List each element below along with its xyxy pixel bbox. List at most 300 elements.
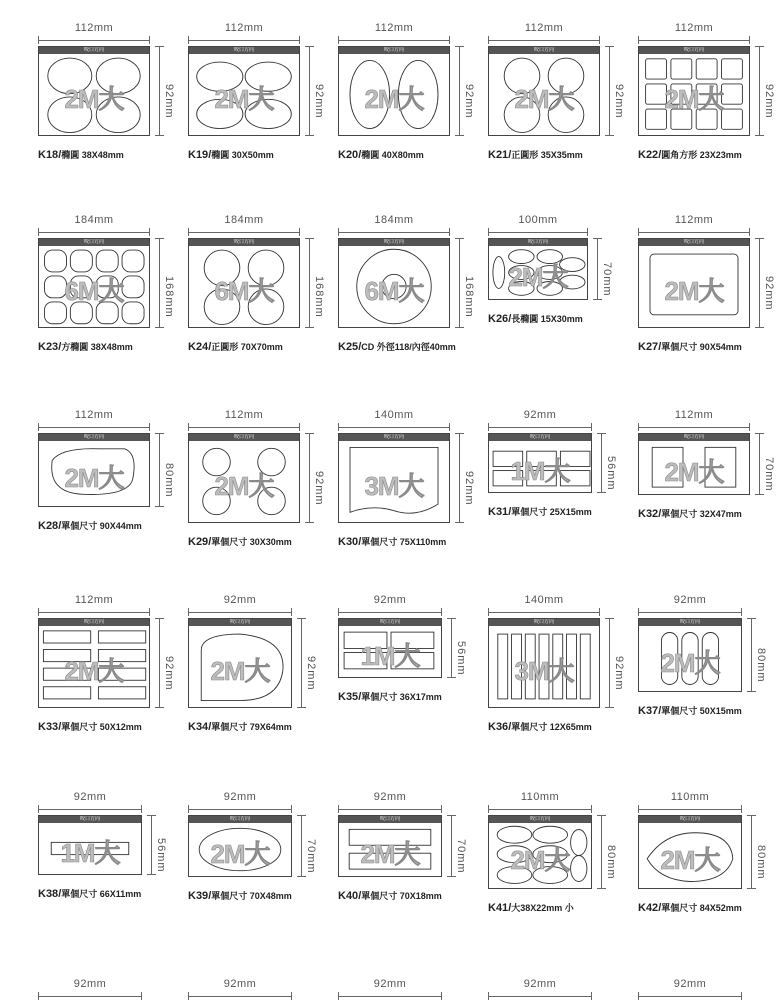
template-description: 大38X22mm 小 — [511, 903, 574, 913]
template-description: 長橢圓 15X30mm — [511, 314, 583, 324]
bite-direction-bar: 咬口方向 — [639, 239, 749, 246]
width-label: 112mm — [224, 409, 264, 421]
cut-shape — [493, 471, 523, 486]
height-dimension — [159, 618, 174, 708]
cut-shape — [548, 97, 584, 133]
template-k31[interactable] — [488, 405, 638, 585]
cut-shape — [122, 276, 144, 298]
template-caption — [638, 340, 742, 353]
caption-separator: / — [208, 721, 212, 733]
height-label: 92mm — [613, 84, 625, 119]
template-code: K26 — [488, 313, 509, 325]
template-caption — [488, 148, 583, 161]
sheet-outline — [338, 46, 450, 136]
width-label: 92mm — [373, 594, 407, 606]
template-description: 單個尺寸 25X15mm — [511, 507, 592, 517]
sheet-outline — [488, 618, 600, 708]
cut-layout — [639, 441, 749, 494]
template-description: 單個尺寸 36X17mm — [361, 692, 442, 702]
template-k19[interactable] — [188, 18, 338, 198]
width-dimension — [188, 405, 300, 428]
cut-shape — [537, 266, 562, 280]
height-dimension — [759, 46, 774, 136]
height-dimension — [159, 433, 174, 507]
cut-shape — [349, 853, 431, 869]
template-description: 單個尺寸 50X15mm — [661, 706, 742, 716]
template-k36[interactable] — [488, 590, 638, 770]
width-dimension — [338, 787, 442, 810]
template-description: 橢圓 30X50mm — [211, 150, 274, 160]
cut-shape — [391, 632, 434, 648]
sheet-outline — [338, 618, 442, 678]
cut-shape — [45, 276, 67, 298]
width-dimension — [38, 18, 150, 41]
width-dimension — [38, 405, 150, 428]
template-k21[interactable] — [488, 18, 638, 198]
height-dimension — [309, 238, 324, 328]
height-dimension — [459, 238, 474, 328]
template-caption — [338, 340, 456, 353]
bite-direction-bar: 咬口方向 — [639, 816, 741, 823]
template-description: 單個尺寸 32X47mm — [661, 509, 742, 519]
cut-shape — [696, 59, 717, 79]
height-dimension — [609, 46, 624, 136]
template-description: 單個尺寸 90X54mm — [661, 342, 742, 352]
height-dimension — [601, 433, 616, 493]
cut-shape — [43, 649, 90, 661]
sheet-outline — [488, 238, 588, 300]
cut-shape — [96, 302, 118, 324]
width-dimension — [38, 787, 142, 810]
height-label: 92mm — [763, 84, 775, 119]
size-watermark: 1M大 — [360, 640, 420, 671]
size-watermark: 2M大 — [64, 462, 124, 493]
sheet-outline — [488, 46, 600, 136]
cut-shape — [43, 631, 90, 643]
width-label: 112mm — [374, 22, 414, 34]
cut-layout — [39, 441, 149, 506]
template-k26[interactable] — [488, 210, 638, 390]
template-code: K30 — [338, 536, 359, 548]
height-label: 92mm — [763, 276, 775, 311]
bite-direction-bar: 咬口方向 — [639, 47, 749, 54]
bite-direction-bar: 咬口方向 — [39, 619, 149, 626]
template-code: K22 — [638, 149, 659, 161]
cut-layout — [189, 626, 291, 707]
width-label: 110mm — [520, 791, 560, 803]
height-dimension — [759, 238, 774, 328]
height-label: 92mm — [305, 656, 317, 691]
template-code: K23 — [38, 341, 59, 353]
size-watermark: 2M大 — [510, 844, 570, 875]
cut-shape — [204, 250, 240, 286]
sheet-outline — [38, 618, 150, 708]
size-watermark: 2M大 — [210, 655, 270, 686]
cut-shape — [52, 449, 134, 495]
width-label: 112mm — [224, 22, 264, 34]
cut-layout — [189, 246, 299, 327]
sheet-outline — [188, 433, 300, 523]
bite-direction-bar: 咬口方向 — [189, 47, 299, 54]
width-label: 92mm — [673, 978, 707, 990]
caption-separator: / — [58, 721, 62, 733]
cut-shape — [382, 274, 406, 298]
width-dimension — [38, 590, 150, 613]
width-dimension — [488, 787, 592, 810]
height-label: 80mm — [163, 463, 175, 498]
template-code: K40 — [338, 890, 359, 902]
sheet-outline — [338, 815, 442, 877]
template-caption — [38, 340, 133, 353]
cut-shape — [696, 109, 717, 129]
cut-shape — [493, 257, 505, 289]
width-dimension — [188, 590, 292, 613]
width-dimension — [38, 210, 150, 233]
cut-layout — [339, 823, 441, 876]
size-watermark: 2M大 — [660, 844, 720, 875]
cut-shape — [344, 653, 387, 669]
caption-separator: / — [358, 890, 362, 902]
cut-shape — [245, 99, 291, 128]
cut-shape — [96, 58, 140, 94]
cut-layout — [489, 246, 587, 299]
width-label: 92mm — [223, 791, 257, 803]
cut-shape — [571, 830, 587, 856]
height-label: 56mm — [155, 838, 167, 873]
caption-separator: / — [508, 149, 512, 161]
cut-shape — [533, 846, 568, 863]
height-label: 70mm — [455, 839, 467, 874]
template-code: K37 — [638, 705, 659, 717]
template-description: 正圓形 70X70mm — [211, 342, 283, 352]
bite-direction-bar: 咬口方向 — [639, 434, 749, 441]
template-k42[interactable] — [638, 787, 780, 967]
sheet-outline — [188, 46, 300, 136]
template-k33[interactable] — [38, 590, 188, 770]
size-watermark: 3M大 — [364, 470, 424, 501]
template-description: 單個尺寸 30X30mm — [211, 537, 292, 547]
width-label: 92mm — [373, 791, 407, 803]
template-description: 圓角方形 23X23mm — [661, 150, 742, 160]
height-label: 168mm — [163, 276, 175, 318]
cut-shape — [497, 867, 532, 884]
template-caption — [338, 148, 424, 161]
template-description: 單個尺寸 70X18mm — [361, 891, 442, 901]
cut-layout — [189, 441, 299, 522]
cut-layout — [489, 441, 591, 492]
width-dimension — [488, 405, 592, 428]
height-label: 56mm — [455, 641, 467, 676]
bite-direction-bar: 咬口方向 — [39, 239, 149, 246]
template-code: K41 — [488, 902, 509, 914]
cut-layout — [489, 823, 591, 888]
cut-shape — [122, 250, 144, 272]
caption-separator: / — [58, 888, 62, 900]
cut-layout — [489, 626, 599, 707]
cut-shape — [493, 451, 523, 466]
template-caption — [638, 901, 742, 914]
height-dimension — [301, 815, 316, 877]
template-code: K35 — [338, 691, 359, 703]
cut-shape — [248, 250, 284, 286]
height-label: 92mm — [313, 471, 325, 506]
bite-direction-bar: 咬口方向 — [639, 619, 741, 626]
template-code: K18 — [38, 149, 59, 161]
template-caption — [638, 507, 742, 520]
template-code: K36 — [488, 721, 509, 733]
cut-shape — [96, 250, 118, 272]
template-k37[interactable] — [638, 590, 780, 770]
bite-direction-bar: 咬口方向 — [489, 239, 587, 246]
sheet-outline — [638, 815, 742, 889]
cut-shape — [122, 302, 144, 324]
template-description: 單個尺寸 66X11mm — [61, 889, 142, 899]
template-k40[interactable] — [338, 787, 488, 967]
width-label: 110mm — [670, 791, 710, 803]
caption-separator: / — [508, 506, 512, 518]
width-label: 184mm — [374, 214, 414, 226]
template-caption — [488, 312, 583, 325]
caption-separator: / — [658, 902, 662, 914]
template-code: K19 — [188, 149, 209, 161]
size-watermark: 1M大 — [60, 837, 120, 868]
template-k34[interactable] — [188, 590, 338, 770]
height-dimension — [459, 46, 474, 136]
template-k20[interactable] — [338, 18, 488, 198]
template-k27[interactable] — [638, 210, 780, 390]
caption-separator: / — [358, 691, 362, 703]
cut-shape — [43, 668, 90, 680]
template-caption — [338, 690, 442, 703]
template-code: K31 — [488, 506, 509, 518]
cut-layout — [489, 54, 599, 135]
height-label: 92mm — [463, 84, 475, 119]
height-dimension — [751, 815, 766, 889]
template-k29[interactable] — [188, 405, 338, 585]
height-label: 70mm — [763, 457, 775, 492]
width-label: 112mm — [674, 214, 714, 226]
cut-shape — [70, 276, 92, 298]
template-description: 單個尺寸 90X44mm — [61, 521, 142, 531]
width-dimension — [338, 405, 450, 428]
width-label: 112mm — [674, 409, 714, 421]
height-label: 56mm — [605, 456, 617, 491]
template-caption — [188, 535, 292, 548]
cut-shape — [350, 60, 390, 128]
height-label: 92mm — [163, 84, 175, 119]
height-label: 92mm — [313, 84, 325, 119]
cut-shape — [98, 668, 145, 680]
cut-shape — [197, 62, 243, 91]
cut-layout — [339, 246, 449, 327]
width-label: 112mm — [524, 22, 564, 34]
template-description: 單個尺寸 12X65mm — [511, 722, 592, 732]
cut-shape — [671, 59, 692, 79]
size-watermark: 6M大 — [364, 275, 424, 306]
bottom-width-dimension — [338, 974, 442, 997]
width-dimension — [638, 18, 750, 41]
template-k39[interactable] — [188, 787, 338, 967]
caption-separator: / — [208, 890, 212, 902]
cut-shape — [509, 250, 534, 264]
cut-shape — [722, 109, 743, 129]
template-description: 單個尺寸 50X12mm — [61, 722, 142, 732]
bite-direction-bar: 咬口方向 — [489, 434, 591, 441]
template-k25[interactable] — [338, 210, 488, 390]
cut-shape — [647, 833, 733, 882]
cut-shape — [45, 302, 67, 324]
template-description: 方橢圓 38X48mm — [61, 342, 133, 352]
height-dimension — [759, 433, 774, 495]
size-watermark: 2M大 — [210, 838, 270, 869]
cut-shape — [197, 99, 243, 128]
bottom-width-dimension — [188, 974, 292, 997]
height-dimension — [597, 238, 612, 300]
cut-shape — [512, 634, 522, 699]
template-k22[interactable] — [638, 18, 780, 198]
cut-shape — [722, 84, 743, 104]
template-code: K20 — [338, 149, 359, 161]
template-k38[interactable] — [38, 787, 188, 967]
template-code: K38 — [38, 888, 59, 900]
cut-shape — [43, 687, 90, 699]
size-watermark: 2M大 — [514, 83, 574, 114]
height-dimension — [159, 238, 174, 328]
width-label: 92mm — [373, 978, 407, 990]
template-k23[interactable] — [38, 210, 188, 390]
template-k32[interactable] — [638, 405, 780, 585]
width-label: 140mm — [524, 594, 564, 606]
caption-separator: / — [658, 149, 662, 161]
height-dimension — [451, 815, 466, 877]
height-dimension — [159, 46, 174, 136]
template-caption — [638, 704, 742, 717]
width-label: 112mm — [74, 594, 114, 606]
caption-separator: / — [358, 536, 362, 548]
template-caption — [338, 535, 446, 548]
cut-shape — [498, 634, 508, 699]
width-label: 140mm — [374, 409, 414, 421]
size-watermark: 6M大 — [64, 275, 124, 306]
cut-shape — [51, 842, 129, 854]
cut-shape — [525, 634, 535, 699]
template-k30[interactable] — [338, 405, 488, 585]
bite-direction-bar: 咬口方向 — [339, 434, 449, 441]
cut-shape — [497, 826, 532, 843]
cut-shape — [696, 84, 717, 104]
caption-separator: / — [208, 341, 212, 353]
template-caption — [38, 720, 142, 733]
cut-shape — [48, 97, 92, 133]
cut-shape — [537, 282, 562, 296]
cut-shape — [344, 632, 387, 648]
cut-shape — [398, 60, 438, 128]
template-caption — [38, 148, 124, 161]
cut-shape — [203, 487, 231, 515]
template-k41[interactable] — [488, 787, 638, 967]
template-caption — [488, 505, 592, 518]
caption-separator: / — [208, 536, 212, 548]
width-label: 112mm — [74, 22, 114, 34]
cut-shape — [258, 487, 286, 515]
template-k24[interactable] — [188, 210, 338, 390]
cut-layout — [39, 246, 149, 327]
caption-separator: / — [358, 149, 362, 161]
width-dimension — [638, 405, 750, 428]
height-label: 168mm — [463, 276, 475, 318]
cut-shape — [391, 653, 434, 669]
cut-layout — [339, 54, 449, 135]
cut-shape — [533, 867, 568, 884]
size-watermark: 2M大 — [664, 83, 724, 114]
template-description: 單個尺寸 70X48mm — [211, 891, 292, 901]
template-caption — [188, 148, 274, 161]
size-watermark: 3M大 — [514, 655, 574, 686]
cut-layout — [189, 54, 299, 135]
bite-direction-bar: 咬口方向 — [489, 619, 599, 626]
template-caption — [188, 889, 292, 902]
caption-separator: / — [658, 341, 662, 353]
template-k28[interactable] — [38, 405, 188, 585]
template-code: K25 — [338, 341, 359, 353]
cut-shape — [571, 856, 587, 882]
template-caption — [488, 720, 592, 733]
bite-direction-bar: 咬口方向 — [39, 816, 141, 823]
cut-layout — [339, 626, 441, 677]
cut-shape — [349, 829, 431, 845]
width-label: 92mm — [673, 594, 707, 606]
template-k18[interactable] — [38, 18, 188, 198]
sheet-outline — [38, 238, 150, 328]
template-caption — [488, 901, 574, 914]
cut-shape — [509, 266, 534, 280]
bite-direction-bar: 咬口方向 — [189, 619, 291, 626]
cut-shape — [567, 634, 577, 699]
height-label: 70mm — [305, 839, 317, 874]
bite-direction-bar: 咬口方向 — [39, 434, 149, 441]
cut-shape — [201, 634, 283, 700]
sheet-outline — [488, 815, 592, 889]
sheet-outline — [638, 618, 742, 692]
height-label: 70mm — [601, 262, 613, 297]
height-label: 92mm — [613, 656, 625, 691]
cut-shape — [203, 448, 231, 476]
cut-shape — [96, 276, 118, 298]
bite-direction-bar: 咬口方向 — [339, 619, 441, 626]
cut-shape — [671, 84, 692, 104]
height-dimension — [459, 433, 474, 523]
size-watermark: 2M大 — [660, 647, 720, 678]
template-k35[interactable] — [338, 590, 488, 770]
template-description: 橢圓 38X48mm — [61, 150, 124, 160]
template-code: K21 — [488, 149, 509, 161]
caption-separator: / — [508, 313, 512, 325]
width-dimension — [638, 787, 742, 810]
height-dimension — [451, 618, 466, 678]
cut-shape — [45, 250, 67, 272]
cut-shape — [504, 58, 540, 94]
height-dimension — [301, 618, 316, 708]
cut-shape — [650, 254, 738, 315]
caption-separator: / — [58, 149, 62, 161]
size-watermark: 2M大 — [64, 655, 124, 686]
bottom-width-dimension — [638, 974, 742, 997]
caption-separator: / — [208, 149, 212, 161]
cut-shape — [533, 826, 568, 843]
bite-direction-bar: 咬口方向 — [189, 434, 299, 441]
cut-layout — [189, 823, 291, 876]
width-dimension — [638, 590, 742, 613]
